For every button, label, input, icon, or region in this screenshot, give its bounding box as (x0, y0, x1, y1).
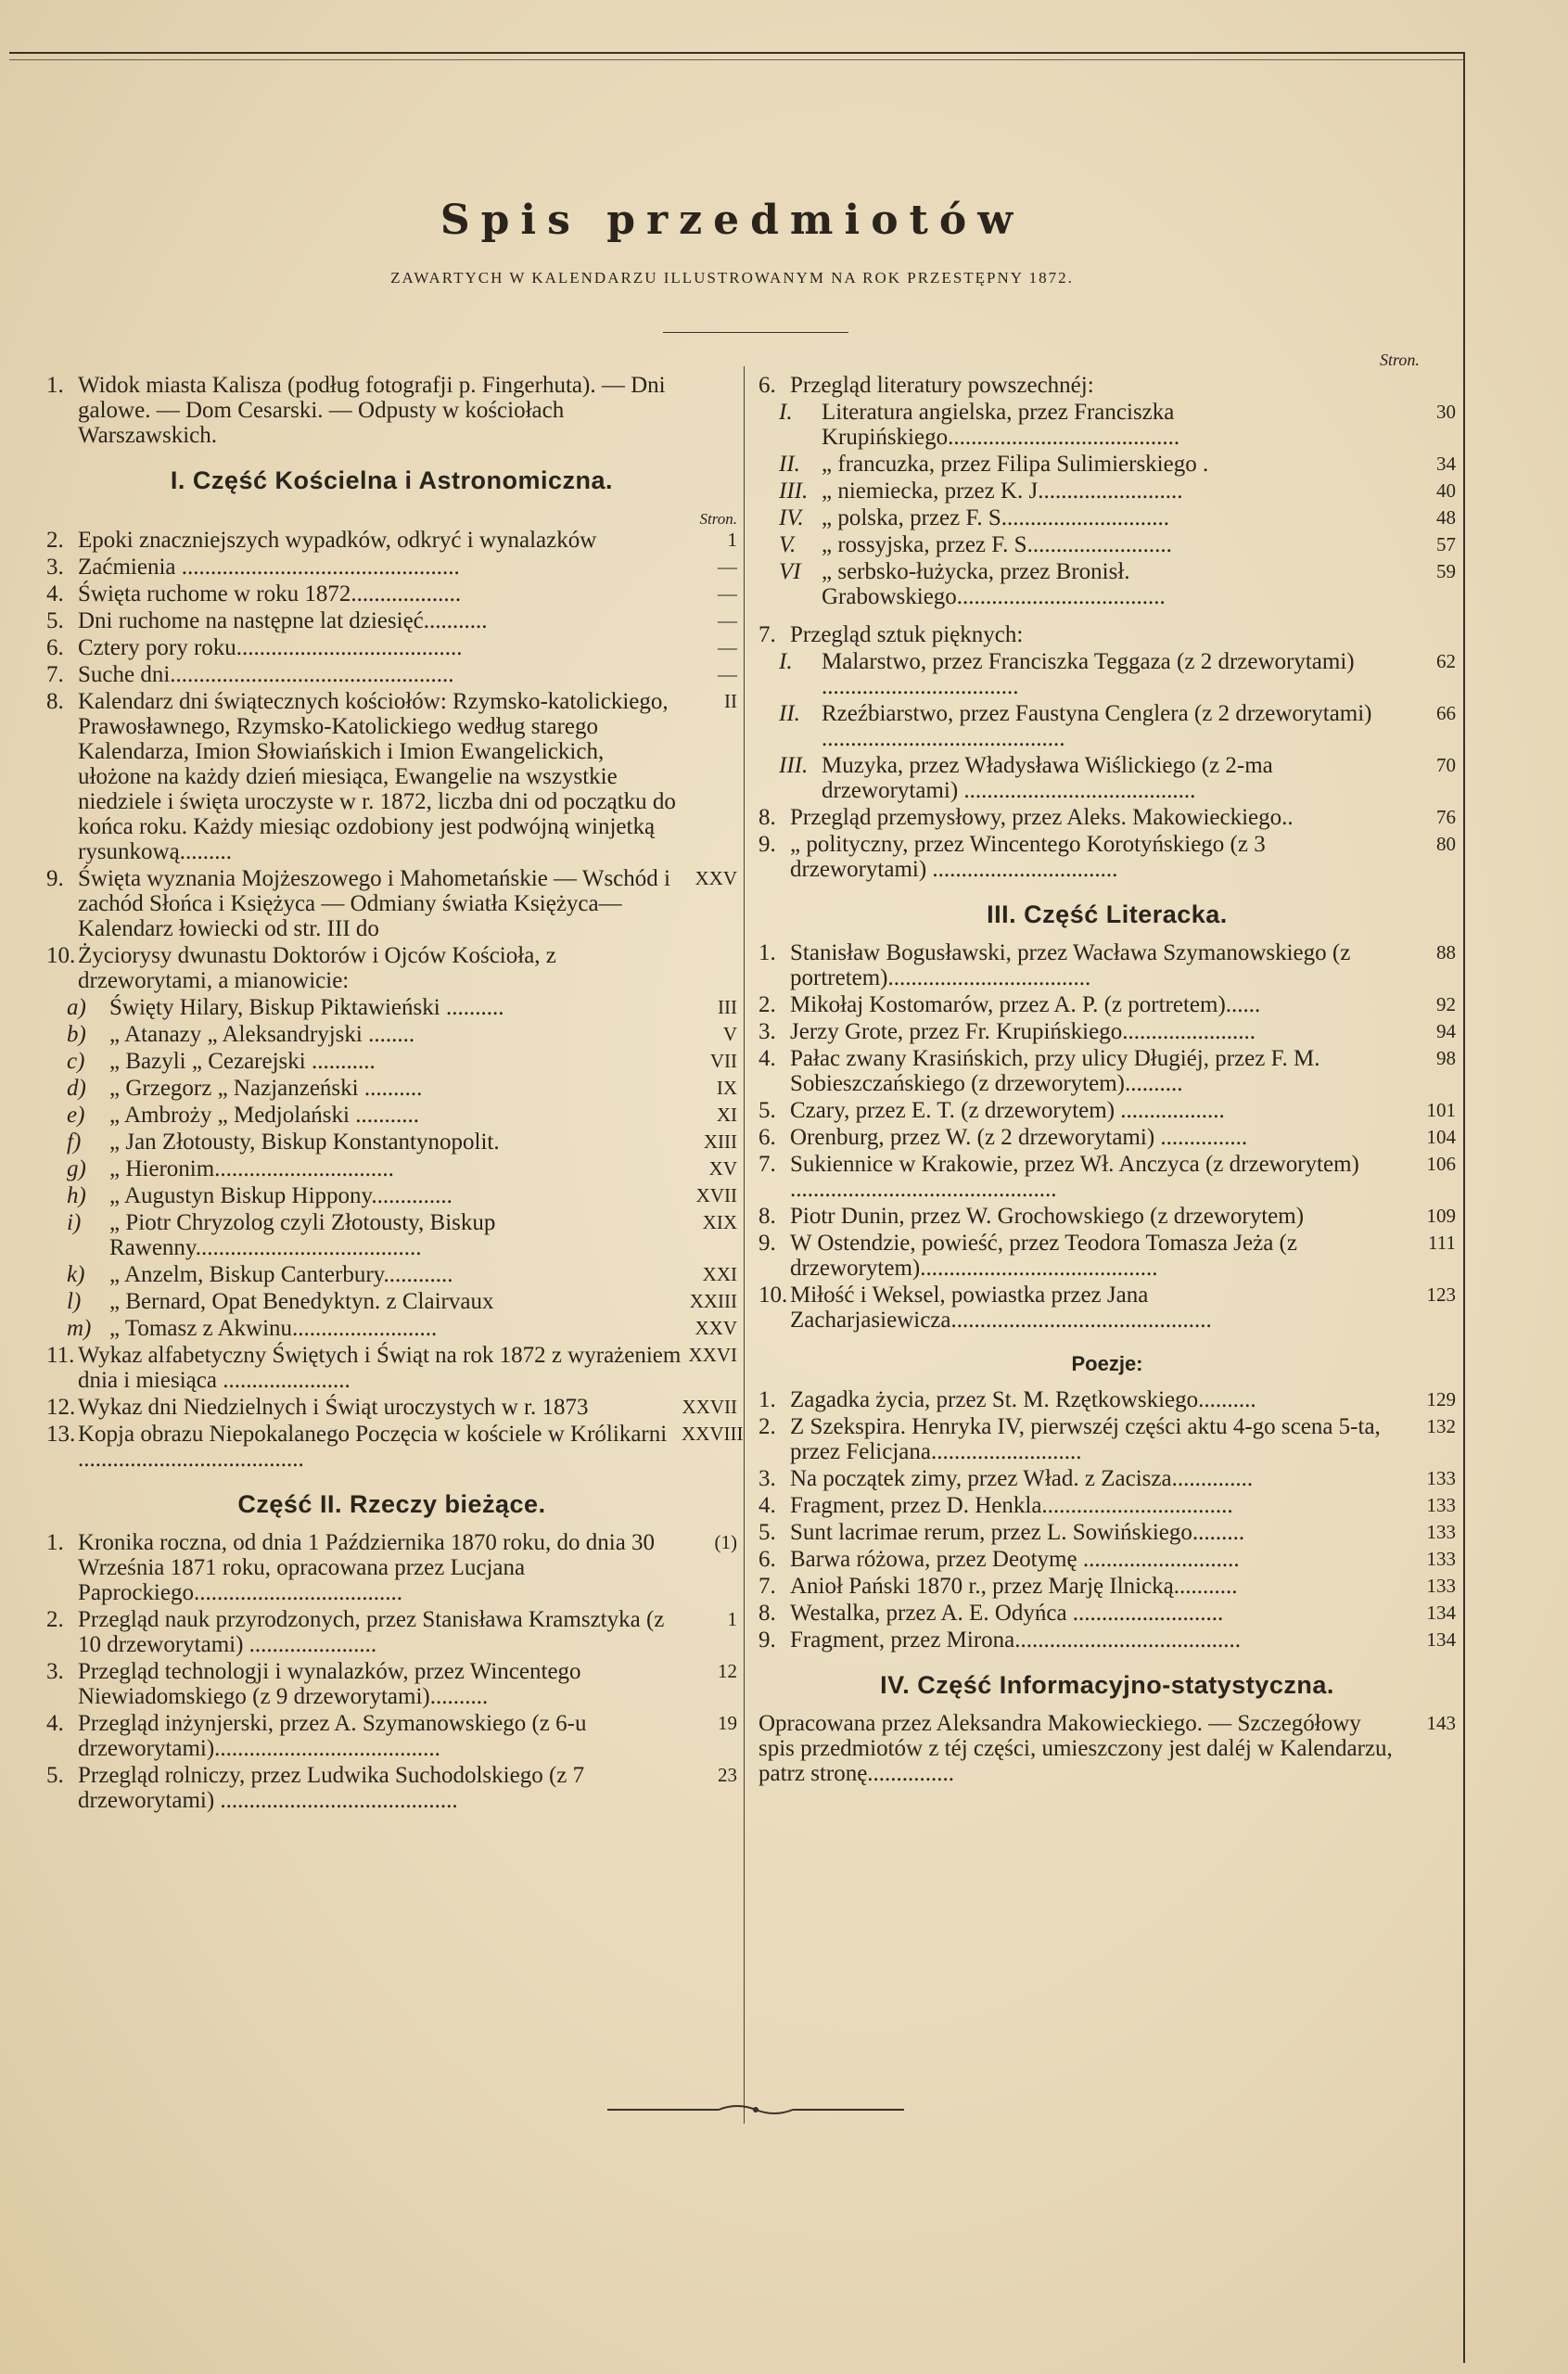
toc-subentry (46, 1262, 737, 1287)
entry-page: XIX (702, 1211, 737, 1233)
entry-number: 2. (759, 992, 776, 1017)
toc-entry (759, 1204, 1456, 1229)
subentry-letter: a) (67, 995, 86, 1020)
entry-number: 7. (46, 662, 64, 687)
subentry-numeral: II. (779, 701, 800, 726)
entry-text: Rzeźbiarstwo, przez Faustyna Cenglera (z 2 drzeworytami) .......................................... (822, 701, 1372, 751)
toc-entry (759, 1125, 1456, 1150)
toc-entry (46, 866, 737, 941)
entry-page: 62 (1436, 650, 1456, 672)
entry-text: Cztery pory roku....................................... (78, 635, 463, 660)
entry-page: 48 (1436, 506, 1456, 529)
subentry-letter: f) (67, 1130, 82, 1155)
toc-subentry (759, 532, 1456, 557)
toc-entry (759, 622, 1456, 647)
entry-page: — (718, 582, 737, 605)
toc-entry (46, 1607, 737, 1657)
entry-number: 4. (46, 581, 64, 606)
entry-text: Mikołaj Kostomarów, przez A. P. (z portretem)...... (790, 992, 1261, 1017)
toc-entry (46, 528, 737, 553)
entry-text: „ rossyjska, przez F. S......................... (822, 532, 1172, 557)
entry-text: „ serbsko-łużycka, przez Bronisł. Grabowskiego.................................... (822, 559, 1166, 609)
entry-number: 5. (759, 1098, 776, 1123)
entry-text: Barwa różowa, przez Deotymę ........................... (790, 1547, 1240, 1572)
ornament-flourish (607, 2100, 904, 2119)
toc-entry (46, 635, 737, 660)
subentry-letter: i) (67, 1210, 82, 1235)
entry-text: „ Ambroży „ Medjolański ........... (109, 1103, 419, 1128)
subentry-letter: c) (67, 1049, 85, 1074)
entry-page: 133 (1426, 1548, 1456, 1570)
subentry-letter: h) (67, 1183, 86, 1208)
entry-text: „ Hieronim............................... (109, 1156, 394, 1181)
entry-number: 8. (759, 1204, 776, 1229)
entry-page: — (718, 636, 737, 658)
toc-subentry (759, 753, 1456, 803)
toc-subentry (46, 1316, 737, 1341)
entry-text: Opracowana przez Aleksandra Makowieckiego. — Szczegółowy spis przedmiotów z téj części, umieszczony jest daléj w Kalendarzu, patrz stronę............... (759, 1711, 1393, 1786)
entry-text: Z Szekspira. Henryka IV, pierwszéj części aktu 4-go scena 5-ta, przez Felicjana.......................... (790, 1414, 1381, 1464)
entry-number: 6. (759, 1547, 776, 1572)
entry-number: 5. (46, 608, 64, 633)
entry-text: Przegląd rolniczy, przez Ludwika Suchodolskiego (z 7 drzeworytami) ......................................... (78, 1763, 585, 1813)
entry-page: 98 (1436, 1047, 1456, 1069)
entry-page: 133 (1426, 1467, 1456, 1489)
entry-text: Kalendarz dni świątecznych kościołów: Rzymsko-katolickiego, Prawosławnego, Rzymsko-Katolickiego według starego Kalendarza, Imion Słowiańskich i Imion Ewangelickich, ułożone na każdy dzień miesiąca, Ewangelie na wszystkie niedziele i święta uroczyste w r. 1872, liczba dni od początku do końca roku. Każdy miesiąc ozdobiony jest podwójną winjetką rysunkową......... (78, 689, 676, 864)
entry-text: Przegląd nauk przyrodzonych, przez Stanisława Kramsztyka (z 10 drzeworytami) ...................... (78, 1607, 665, 1657)
entry-text: Westalka, przez A. E. Odyńca .......................... (790, 1601, 1224, 1626)
subentry-letter: m) (67, 1316, 92, 1341)
entry-page: 133 (1426, 1575, 1456, 1597)
entry-page: (1) (714, 1531, 737, 1553)
entry-page: 76 (1436, 806, 1456, 828)
section-heading: IV. Część Informacyjno-statystyczna. (880, 1671, 1334, 1699)
entry-text: Zagadka życia, przez St. M. Rzętkowskiego.......... (790, 1387, 1256, 1412)
entry-number: 4. (759, 1046, 776, 1071)
toc-entry (759, 940, 1456, 990)
toc-entry (46, 662, 737, 687)
entry-text: Kopja obrazu Niepokalanego Poczęcia w kościele w Królikarni ....................................... (78, 1422, 668, 1472)
entry-number: 8. (759, 1601, 776, 1626)
entry-number: 5. (759, 1520, 776, 1545)
entry-page: 134 (1426, 1602, 1456, 1624)
subentry-numeral: V. (779, 532, 797, 557)
toc-entry (759, 1019, 1456, 1044)
toc-entry (46, 1395, 737, 1420)
toc-entry (46, 581, 737, 606)
entry-number: 9. (759, 1627, 776, 1653)
entry-number: 6. (759, 373, 776, 398)
toc-subentry (759, 479, 1456, 504)
entry-page: 104 (1426, 1126, 1456, 1148)
toc-entry (46, 1763, 737, 1813)
toc-entry (759, 805, 1456, 830)
entry-page: 1 (727, 1608, 737, 1630)
entry-text: Na początek zimy, przez Wład. z Zacisza.............. (790, 1466, 1254, 1491)
entry-page: 94 (1436, 1020, 1456, 1042)
subentry-numeral: VI (779, 559, 801, 584)
subentry-numeral: III. (779, 753, 809, 778)
entry-text: „ Jan Złotousty, Biskup Konstantynopolit. (109, 1130, 500, 1155)
entry-number: 1. (759, 1387, 776, 1412)
toc-entry (759, 1414, 1456, 1464)
toc-entry (46, 1422, 744, 1472)
entry-text: Malarstwo, przez Franciszka Teggaza (z 2 drzeworytami) .................................. (822, 649, 1355, 699)
toc-entry (759, 373, 1456, 398)
toc-subentry (759, 649, 1456, 699)
entry-number: 8. (46, 689, 64, 714)
column-divider (744, 366, 745, 2124)
toc-entry (759, 1046, 1456, 1096)
entry-number: 10. (759, 1283, 788, 1308)
entry-number: 2. (759, 1414, 776, 1439)
entry-page: 66 (1436, 702, 1456, 724)
entry-text: Muzyka, przez Władysława Wiślickiego (z 2-ma drzeworytami) ........................................ (822, 753, 1273, 803)
entry-number: 11. (46, 1343, 75, 1368)
entry-page: — (718, 555, 737, 578)
toc-subentry (759, 505, 1456, 530)
entry-page: XXVIII (682, 1423, 744, 1445)
entry-text: Orenburg, przez W. (z 2 drzeworytami) ............... (790, 1125, 1248, 1150)
entry-number: 10. (46, 943, 76, 968)
subentry-letter: g) (67, 1156, 86, 1181)
subentry-letter: l) (67, 1289, 82, 1314)
entry-text: Piotr Dunin, przez W. Grochowskiego (z drzeworytem) (790, 1204, 1305, 1229)
entry-text: „ Tomasz z Akwinu......................... (109, 1316, 438, 1341)
entry-page: XXVII (682, 1396, 737, 1418)
entry-number: 2. (46, 1607, 64, 1632)
toc-subentry (759, 452, 1456, 477)
left-column (46, 371, 744, 1815)
entry-page: 34 (1436, 453, 1456, 475)
entry-text: Przegląd inżynjerski, przez A. Szymanowskiego (z 6-u drzeworytami)....................................... (78, 1711, 587, 1761)
entry-text: Anioł Pański 1870 r., przez Marję Ilnicką........... (790, 1574, 1238, 1599)
entry-page: 23 (718, 1764, 737, 1786)
subentry-numeral: IV. (779, 505, 804, 530)
entry-number: 4. (759, 1493, 776, 1518)
entry-text: Miłość i Weksel, powiastka przez Jana Zacharjasiewicza............................................. (790, 1283, 1212, 1333)
entry-text: Wykaz dni Niedzielnych i Świąt uroczystych w r. 1873 (78, 1395, 589, 1420)
entry-text: Pałac zwany Krasińskich, przy ulicy Długiéj, przez F. M. Sobieszczańskiego (z drzeworytem).......... (790, 1046, 1320, 1096)
toc-entry (46, 1530, 737, 1605)
entry-number: 1. (759, 940, 776, 965)
entry-text: „ polska, przez F. S............................. (822, 505, 1170, 530)
toc-entry (759, 1098, 1456, 1123)
toc-entry (759, 1711, 1456, 1786)
entry-number: 1. (46, 1530, 64, 1555)
entry-page: XVII (695, 1184, 737, 1206)
entry-text: Suche dni................................................. (78, 662, 454, 687)
entry-page: 88 (1436, 941, 1456, 964)
entry-page: XIII (703, 1130, 737, 1153)
toc-entry (759, 1493, 1456, 1518)
entry-text: „ Bazyli „ Cezarejski ........... (109, 1049, 376, 1074)
subentry-numeral: I. (779, 649, 793, 674)
entry-page: XXIII (689, 1290, 737, 1312)
entry-page: 134 (1426, 1628, 1456, 1651)
entry-page: 133 (1426, 1521, 1456, 1543)
page-subtitle: ZAWARTYCH W KALENDARZU ILLUSTROWANYM NA ROK PRZESTĘPNY 1872. (390, 269, 1074, 287)
entry-text: „ Atanazy „ Aleksandryjski ........ (109, 1022, 415, 1047)
entry-page: 129 (1426, 1388, 1456, 1410)
entry-text: Literatura angielska, przez Franciszka Krupińskiego........................................ (822, 400, 1180, 450)
toc-entry (759, 832, 1456, 882)
entry-text: „ Grzegorz „ Nazjanzeński .......... (109, 1076, 423, 1101)
toc-subentry (46, 1130, 737, 1155)
entry-number: 1. (46, 373, 64, 398)
entry-page: XXI (702, 1263, 737, 1285)
entry-page: 59 (1436, 560, 1456, 582)
toc-subentry (46, 1289, 737, 1314)
entry-number: 9. (759, 832, 776, 857)
entry-page: 70 (1436, 754, 1456, 776)
entry-text: Przegląd sztuk pięknych: (790, 622, 1024, 647)
toc-entry (46, 1343, 737, 1393)
entry-text: Sukiennice w Krakowie, przez Wł. Anczyca (z drzeworytem) .............................................. (790, 1152, 1359, 1202)
section-heading: III. Część Literacka. (987, 900, 1228, 928)
entry-text: Sunt lacrimae rerum, przez L. Sowińskiego......... (790, 1520, 1245, 1545)
entry-text: Święta ruchome w roku 1872................... (78, 581, 462, 606)
entry-text: „ niemiecka, przez K. J......................... (822, 479, 1183, 504)
entry-page: 80 (1436, 833, 1456, 855)
toc-entry (759, 1387, 1456, 1412)
entry-text: „ Augustyn Biskup Hippony.............. (109, 1183, 453, 1208)
toc-entry (759, 992, 1456, 1017)
entry-page: 111 (1428, 1232, 1456, 1254)
entry-number: 12. (46, 1395, 76, 1420)
entry-text: Święty Hilary, Biskup Piktawieński .......... (109, 995, 504, 1020)
entry-number: 7. (759, 622, 776, 647)
top-rule (9, 52, 1464, 54)
toc-subentry (759, 559, 1456, 609)
entry-text: Dni ruchome na następne lat dziesięć........... (78, 608, 488, 633)
entry-page: 12 (718, 1660, 737, 1682)
subentry-letter: k) (67, 1262, 85, 1287)
entry-page: V (722, 1023, 737, 1045)
entry-page: — (718, 663, 737, 685)
toc-subentry (46, 1076, 737, 1101)
toc-entry (759, 1283, 1456, 1333)
toc-subentry (46, 1049, 737, 1074)
entry-number: 8. (759, 805, 776, 830)
toc-entry (46, 555, 737, 580)
entry-page: XXVI (688, 1344, 737, 1366)
entry-page: XXV (695, 1317, 737, 1339)
entry-page: 106 (1426, 1153, 1456, 1175)
subentry-letter: b) (67, 1022, 86, 1047)
page-title: Spis przedmiotów (440, 197, 1025, 244)
entry-page: 133 (1426, 1494, 1456, 1516)
entry-page: 40 (1436, 479, 1456, 502)
entry-page: — (718, 609, 737, 632)
entry-number: 6. (759, 1125, 776, 1150)
subsection-heading: Poezje: (1071, 1352, 1143, 1375)
entry-text: Przegląd literatury powszechnéj: (790, 373, 1094, 398)
subentry-numeral: II. (779, 452, 800, 477)
entry-text: Fragment, przez Mirona....................................... (790, 1627, 1242, 1653)
toc-subentry (759, 701, 1456, 751)
subentry-numeral: I. (779, 400, 793, 425)
right-rule (1463, 52, 1465, 2363)
toc-entry (759, 1601, 1456, 1626)
entry-text: Stanisław Bogusławski, przez Wacława Szymanowskiego (z portretem)................................... (790, 940, 1351, 990)
title-divider (663, 332, 848, 333)
entry-page: 19 (718, 1712, 737, 1734)
toc-subentry (759, 400, 1456, 450)
toc-subentry (46, 1022, 737, 1047)
section-heading: I. Część Kościelna i Astronomiczna. (170, 466, 614, 494)
right-column (759, 371, 1456, 1788)
entry-number: 5. (46, 1763, 64, 1788)
toc-entry (46, 1659, 737, 1709)
entry-text: W Ostendzie, powieść, przez Teodora Tomasza Jeża (z drzeworytem)......................................... (790, 1231, 1297, 1281)
toc-subentry (46, 995, 737, 1020)
entry-page: 123 (1426, 1283, 1456, 1306)
entry-text: „ Piotr Chryzolog czyli Złotousty, Biskup Rawenny....................................... (109, 1210, 496, 1260)
entry-number: 3. (759, 1466, 776, 1491)
entry-page: IX (716, 1077, 737, 1099)
entry-text: Święta wyznania Mojżeszowego i Mahometańskie — Wschód i zachód Słońca i Księżyca — Odmiany światła Księżyca—Kalendarz łowiecki od str. III do (78, 866, 670, 941)
toc-subentry (46, 1156, 737, 1181)
toc-entry (759, 1627, 1456, 1653)
entry-text: Jerzy Grote, przez Fr. Krupińskiego....................... (790, 1019, 1256, 1044)
stron-label: Stron. (699, 510, 737, 528)
toc-entry (759, 1231, 1456, 1281)
toc-entry (46, 943, 737, 993)
entry-number: 6. (46, 635, 64, 660)
entry-page: XI (716, 1104, 737, 1126)
entry-number: 9. (46, 866, 64, 891)
entry-page: VII (709, 1050, 737, 1072)
toc-subentry (46, 1103, 737, 1128)
entry-text: „ Bernard, Opat Benedyktyn. z Clairvaux (109, 1289, 494, 1314)
entry-text: „ francuzka, przez Filipa Sulimierskiego . (822, 452, 1209, 477)
toc-subentry (46, 1210, 737, 1260)
entry-text: Zaćmienia ................................................ (78, 555, 460, 580)
entry-page: 1 (727, 529, 737, 551)
entry-number: 7. (759, 1574, 776, 1599)
entry-number: 3. (46, 1659, 64, 1684)
entry-page: 57 (1436, 533, 1456, 555)
toc-entry (46, 1711, 737, 1761)
entry-page: III (718, 996, 737, 1018)
entry-text: Wykaz alfabetyczny Świętych i Świąt na rok 1872 z wyrażeniem dnia i miesiąca ...................... (78, 1343, 682, 1393)
entry-page: 132 (1426, 1415, 1456, 1437)
entry-text: Epoki znaczniejszych wypadków, odkryć i wynalazków (78, 528, 597, 553)
toc-entry (759, 1466, 1456, 1491)
entry-number: 3. (46, 555, 64, 580)
toc-entry (46, 373, 737, 448)
stron-label: Stron. (1380, 351, 1420, 369)
entry-text: Przegląd technologji i wynalazków, przez Wincentego Niewiadomskiego (z 9 drzeworytami).......... (78, 1659, 581, 1709)
subentry-letter: d) (67, 1076, 86, 1101)
entry-number: 2. (46, 528, 64, 553)
entry-number: 13. (46, 1422, 76, 1447)
toc-subentry (46, 1183, 737, 1208)
subentry-letter: e) (67, 1103, 85, 1128)
entry-text: Przegląd przemysłowy, przez Aleks. Makowieckiego.. (790, 805, 1294, 830)
entry-number: 7. (759, 1152, 776, 1177)
section-heading: Część II. Rzeczy bieżące. (237, 1490, 546, 1518)
entry-page: 109 (1426, 1205, 1456, 1227)
entry-number: 4. (46, 1711, 64, 1736)
entry-page: II (724, 690, 737, 712)
top-rule-thin (9, 59, 1464, 60)
entry-page: 30 (1436, 401, 1456, 423)
toc-entry (759, 1574, 1456, 1599)
entry-text: „ Anzelm, Biskup Canterbury............ (109, 1262, 453, 1287)
entry-text: Kronika roczna, od dnia 1 Października 1870 roku, do dnia 30 Września 1871 roku, opracowana przez Lucjana Paprockiego.................................... (78, 1530, 656, 1605)
entry-text: „ polityczny, przez Wincentego Korotyńskiego (z 3 drzeworytami) ................................ (790, 832, 1266, 882)
toc-entry (46, 689, 737, 864)
toc-entry (46, 608, 737, 633)
toc-entry (759, 1152, 1456, 1202)
toc-entry (759, 1520, 1456, 1545)
subentry-numeral: III. (779, 479, 809, 504)
entry-page: 92 (1436, 993, 1456, 1015)
entry-number: 3. (759, 1019, 776, 1044)
entry-page: 143 (1426, 1712, 1456, 1734)
entry-text: Fragment, przez D. Henkla................................. (790, 1493, 1233, 1518)
entry-text: Życiorysy dwunastu Doktorów i Ojców Kościoła, z drzeworytami, a mianowicie: (78, 943, 556, 993)
entry-number: 9. (759, 1231, 776, 1256)
entry-page: 101 (1426, 1099, 1456, 1121)
entry-text: Czary, przez E. T. (z drzeworytem) .................. (790, 1098, 1225, 1123)
entry-page: XV (708, 1157, 737, 1180)
entry-text: Widok miasta Kalisza (podług fotografji p. Fingerhuta). — Dni galowe. — Dom Cesarski. — Odpusty w kościołach Warszawskich. (78, 373, 666, 448)
entry-page: XXV (695, 867, 737, 889)
toc-entry (759, 1547, 1456, 1572)
